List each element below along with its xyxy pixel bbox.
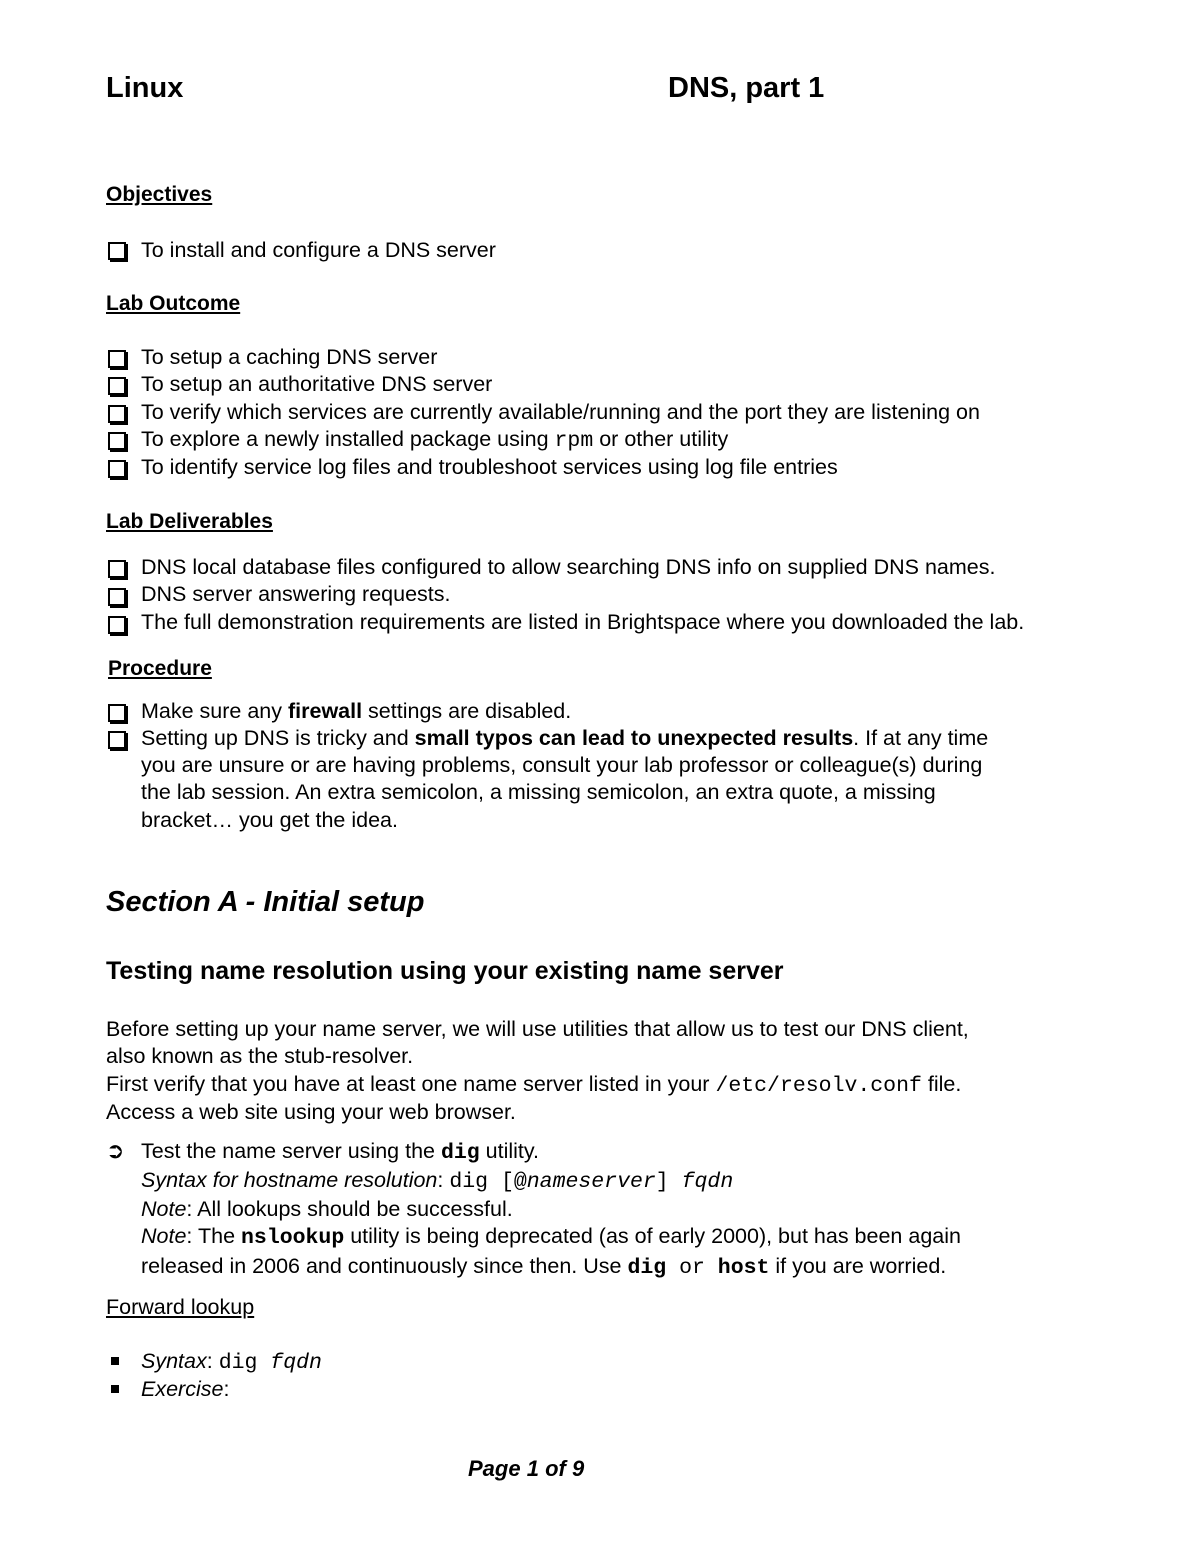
outcome-item: To setup an authoritative DNS server — [141, 372, 493, 396]
procedure-text: . If at any time — [853, 726, 989, 750]
section-subtitle: Testing name resolution using your existing name server — [106, 957, 784, 985]
page-footer — [468, 1456, 584, 1482]
procedure-item — [141, 726, 988, 751]
outcome-item — [141, 427, 728, 453]
footer-text: Page — [468, 1456, 527, 1481]
checkbox-icon — [108, 731, 126, 749]
deliverable-item: DNS local database files configured to allow searching DNS info on supplied DNS names. — [141, 555, 996, 579]
outcome-item-text: To explore a newly installed package using — [141, 427, 555, 451]
note-text: : The — [186, 1224, 242, 1248]
access-line: Access a web site using your web browser. — [106, 1100, 516, 1124]
deliverable-item: DNS server answering requests. — [141, 582, 451, 606]
resolv-conf-code: /etc/resolv.conf — [715, 1074, 922, 1098]
note-line — [141, 1224, 961, 1250]
procedure-text: Make sure any — [141, 699, 288, 723]
note-label: Note — [141, 1224, 187, 1248]
checkbox-icon — [108, 460, 126, 478]
syntax-label: Syntax for hostname resolution — [141, 1168, 438, 1192]
syntax-code-italic: nameserver — [526, 1170, 656, 1194]
note-text: : All lookups should be successful. — [186, 1197, 513, 1221]
verify-line — [106, 1071, 961, 1101]
outcome-item: To identify service log files and troubleshoot services using log file entries — [141, 455, 838, 479]
host-code: host — [717, 1256, 770, 1280]
procedure-line: you are unsure or are having problems, consult your lab professor or colleague(s) during — [141, 753, 983, 777]
procedure-line: the lab session. An extra semicolon, a missing semicolon, an extra quote, a missing — [141, 780, 936, 804]
rpm-code: rpm — [554, 429, 594, 453]
bullet-colon: : — [223, 1377, 230, 1401]
footer-text: of — [538, 1456, 572, 1481]
note-line — [141, 1197, 513, 1222]
procedure-bold: small typos can lead to unexpected results — [414, 726, 854, 750]
note-text: if you are worried. — [769, 1254, 947, 1278]
checkbox-icon — [108, 405, 126, 423]
page-total: 9 — [571, 1456, 585, 1481]
checkbox-icon — [108, 377, 126, 395]
checkbox-icon — [108, 242, 126, 260]
bullet-item — [141, 1377, 229, 1402]
procedure-text: settings are disabled. — [362, 699, 572, 723]
or-code: or — [666, 1256, 718, 1280]
objective-item: To install and configure a DNS server — [141, 238, 496, 262]
lab-deliverables-heading: Lab Deliverables — [106, 510, 273, 533]
bullet-colon: : — [206, 1349, 219, 1373]
nslookup-code: nslookup — [241, 1226, 345, 1250]
syntax-colon: : — [437, 1168, 450, 1192]
test-text: utility. — [479, 1139, 540, 1163]
note-label: Note — [141, 1197, 187, 1221]
checkbox-icon — [108, 588, 126, 606]
note-text: released in 2006 and continuously since then. Use — [141, 1254, 628, 1278]
bullet-label: Syntax — [141, 1349, 207, 1373]
test-text: Test the name server using the — [141, 1139, 441, 1163]
procedure-line: bracket… you get the idea. — [141, 808, 398, 832]
bullet-label: Exercise — [141, 1377, 224, 1401]
outcome-item: To verify which services are currently available/running and the port they are listening on — [141, 400, 980, 424]
procedure-heading: Procedure — [108, 657, 212, 680]
outcome-item: To setup a caching DNS server — [141, 345, 438, 369]
checkbox-icon — [108, 560, 126, 578]
bullet-item — [141, 1349, 322, 1375]
arrow-icon: ➲ — [106, 1138, 125, 1163]
intro-line: also known as the stub-resolver. — [106, 1044, 414, 1068]
page-number: 1 — [526, 1456, 539, 1481]
checkbox-icon — [108, 704, 126, 722]
deliverable-item: The full demonstration requirements are listed in Brightspace where you downloaded the lab. — [141, 610, 1025, 634]
header-title: DNS, part 1 — [668, 72, 825, 104]
syntax-code-italic: fqdn — [681, 1170, 734, 1194]
checkbox-icon — [108, 616, 126, 634]
outcome-item-tail: or other utility — [593, 427, 729, 451]
objectives-heading: Objectives — [106, 183, 213, 206]
forward-lookup-heading: Forward lookup — [106, 1295, 255, 1319]
dig-code: dig — [627, 1256, 667, 1280]
bullet-code: dig — [218, 1351, 271, 1375]
header-course: Linux — [106, 72, 184, 104]
procedure-text: Setting up DNS is tricky and — [141, 726, 415, 750]
note-line — [141, 1254, 946, 1280]
dig-code: dig — [440, 1141, 480, 1165]
bullet-code-italic: fqdn — [270, 1351, 322, 1375]
test-line — [141, 1139, 539, 1165]
syntax-code: ] — [655, 1170, 682, 1194]
syntax-line — [141, 1168, 733, 1194]
checkbox-icon — [108, 432, 126, 450]
section-title: Section A - Initial setup — [106, 886, 425, 918]
bullet-icon — [111, 1357, 119, 1365]
procedure-bold: firewall — [287, 699, 363, 723]
bullet-icon — [111, 1385, 119, 1393]
procedure-item — [141, 699, 571, 724]
verify-text: file. — [921, 1072, 962, 1096]
syntax-code: dig [@ — [449, 1170, 527, 1194]
verify-text: First verify that you have at least one name server listed in your — [106, 1072, 716, 1096]
checkbox-icon — [108, 350, 126, 368]
intro-line: Before setting up your name server, we will use utilities that allow us to test our DNS client, — [106, 1017, 969, 1041]
note-text: utility is being deprecated (as of early 2000), but has been again — [344, 1224, 961, 1248]
lab-outcome-heading: Lab Outcome — [106, 292, 241, 315]
